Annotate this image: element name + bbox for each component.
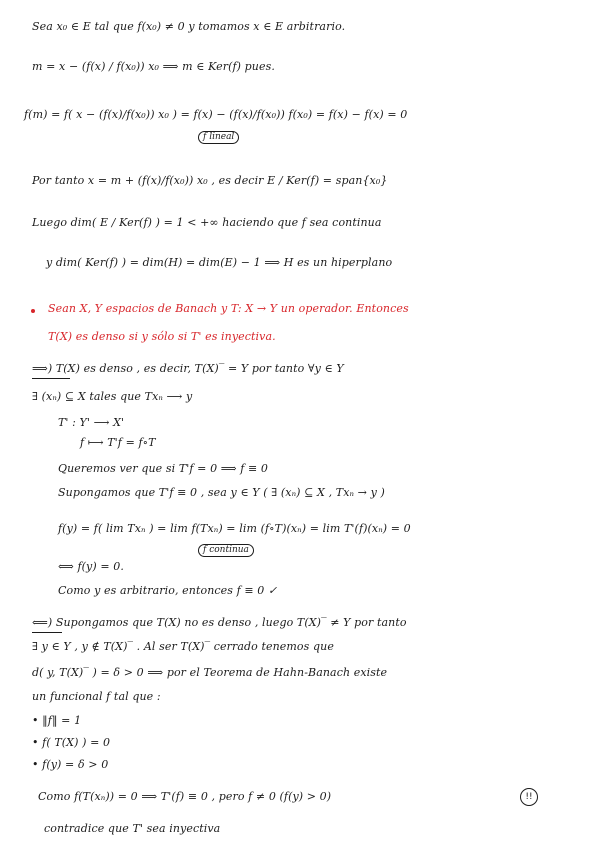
line-24: • f(y) = δ > 0 [32,758,109,771]
line-14: Supongamos que T'f ≡ 0 , sea y ∈ Y ( ∃ (xₙ) ⊆ X , Txₙ → y ) [58,486,385,499]
direction-underline [32,378,70,379]
line-10: ∃ (xₙ) ⊆ X tales que Txₙ ⟶ y [32,390,193,403]
line-13: Queremos ver que si T'f = 0 ⟹ f ≡ 0 [58,462,269,475]
line-16: ⟺ f(y) = 0. [58,560,124,573]
theorem-line-2: T(X) es denso si y sólo si T' es inyectiva. [48,330,276,343]
line-17: Como y es arbitrario, entonces f ≡ 0 ✓ [58,584,278,597]
line-26: contradice que T' sea inyectiva [44,822,221,835]
circled-exclamation: !! [520,788,538,806]
line-12: f ⟼ T'f = f∘T [80,436,156,449]
line-5: Luego dim( E / Ker(f) ) = 1 < +∞ haciendo que f sea continua [32,216,382,229]
line-11: T' : Y' ⟶ X' [58,416,125,429]
note-f-continua: f continua [198,544,254,557]
line-9: ⟹) T(X) es denso , es decir, T(X)‾ = Y por tanto ∀y ∈ Y [32,362,344,375]
line-1: Sea x₀ ∈ E tal que f(x₀) ≠ 0 y tomamos x ∈ E arbitrario. [32,20,346,33]
line-4: Por tanto x = m + (f(x)/f(x₀)) x₀ , es decir E / Ker(f) = span{x₀} [32,174,388,187]
line-22: • ‖f‖ = 1 [32,714,82,727]
line-3: f(m) = f( x − (f(x)/f(x₀)) x₀ ) = f(x) − (f(x)/f(x₀)) f(x₀) = f(x) − f(x) = 0 [24,108,408,121]
line-25: Como f(T(xₙ)) = 0 ⟹ T'(f) ≡ 0 , pero f ≠ 0 (f(y) > 0) [38,790,332,803]
red-bullet [31,309,35,313]
direction-underline-2 [32,632,62,633]
line-15: f(y) = f( lim Txₙ ) = lim f(Txₙ) = lim (f∘T)(xₙ) = lim T'(f)(xₙ) = 0 [58,522,411,535]
line-20: d( y, T(X)‾ ) = δ > 0 ⟹ por el Teorema de Hahn-Banach existe [32,666,388,679]
theorem-line-1: Sean X, Y espacios de Banach y T: X → Y un operador. Entonces [48,302,409,315]
line-21: un funcional f tal que : [32,690,161,703]
line-2: m = x − (f(x) / f(x₀)) x₀ ⟹ m ∈ Ker(f) pues. [32,60,275,73]
line-6: y dim( Ker(f) ) = dim(H) = dim(E) − 1 ⟹ H es un hiperplano [46,256,393,269]
line-18: ⟸) Supongamos que T(X) no es denso , luego T(X)‾ ≠ Y por tanto [32,616,407,629]
line-19: ∃ y ∈ Y , y ∉ T(X)‾ . Al ser T(X)‾ cerrado tenemos que [32,640,334,653]
line-23: • f( T(X) ) = 0 [32,736,111,749]
note-f-lineal: f lineal [198,131,239,144]
